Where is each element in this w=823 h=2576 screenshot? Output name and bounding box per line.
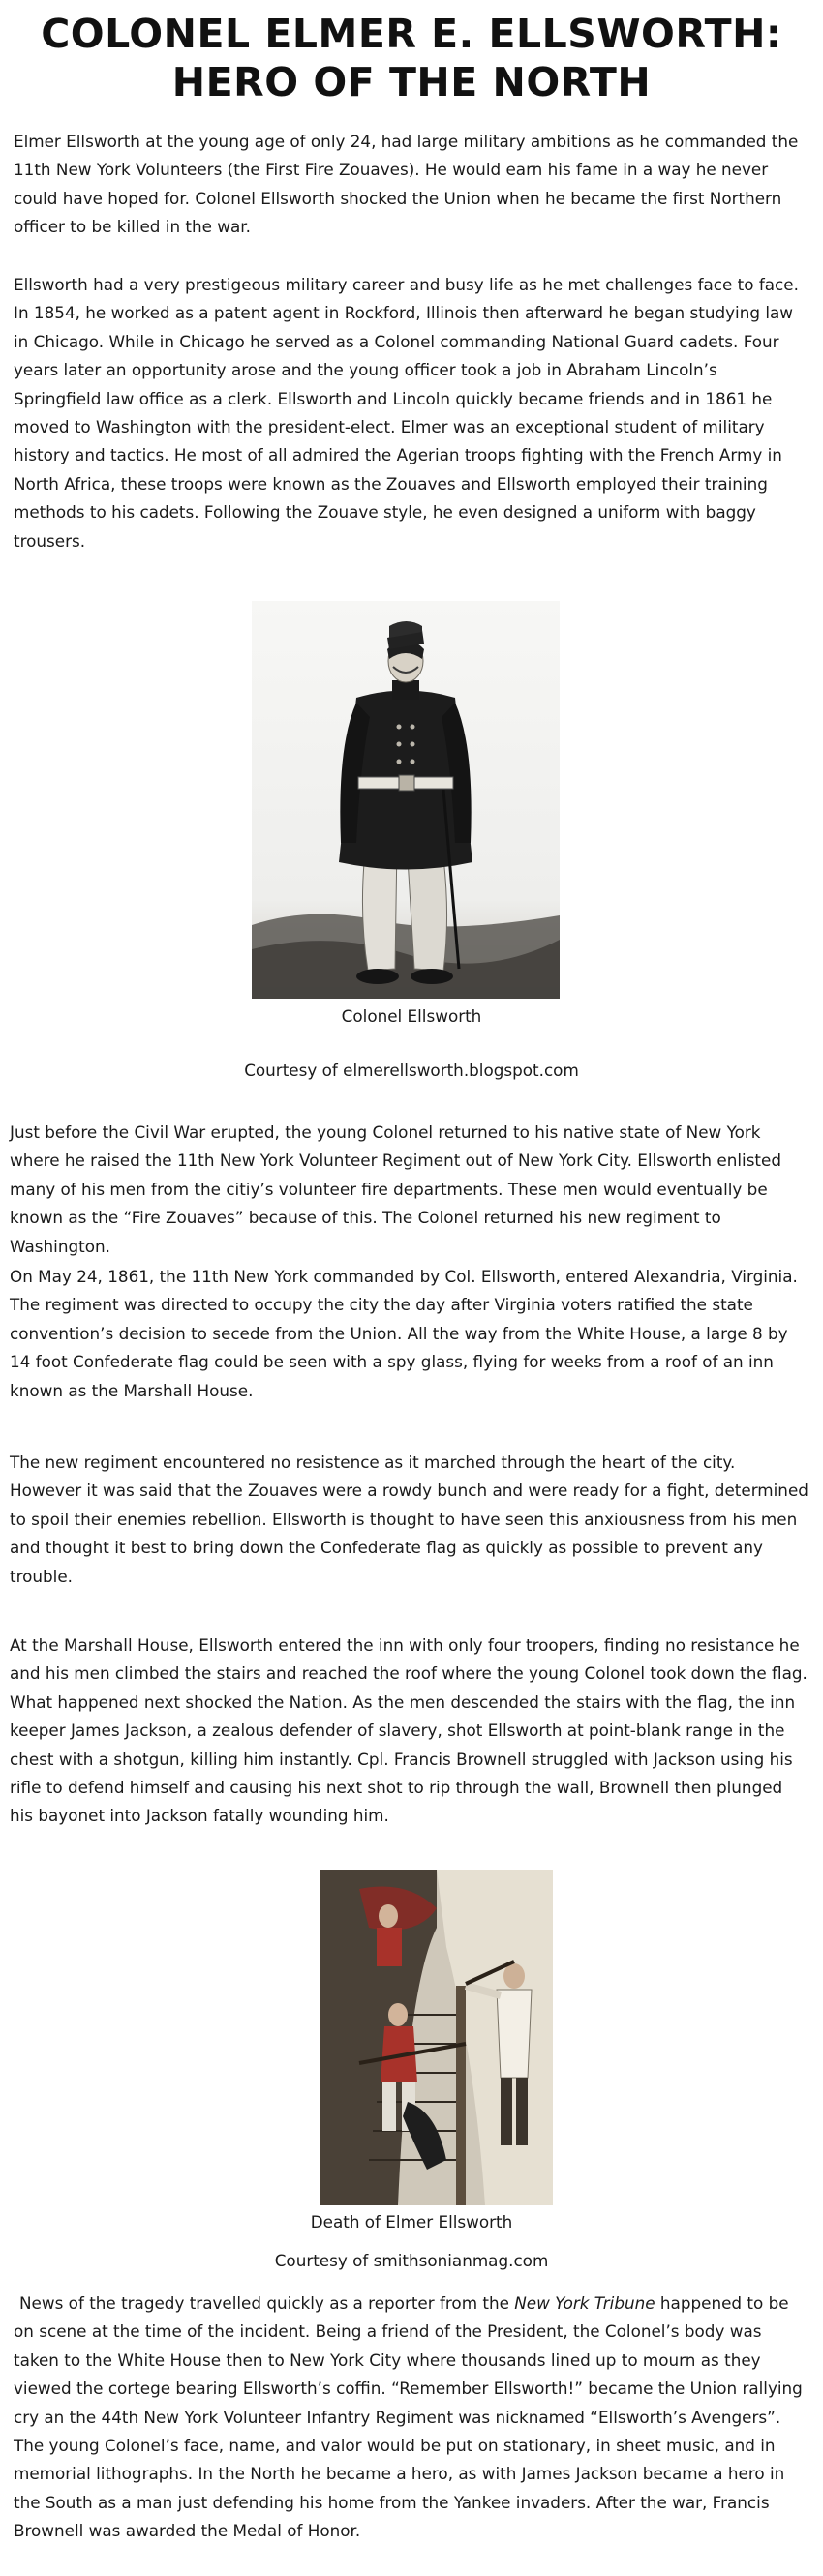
paragraph-march: The new regiment encountered no resistence as it marched through the heart of the city. However it was said that the Zouaves were a rowdy bunch and were ready for a fight, determined to spoil their enemies rebellion. Ellsworth is thought to have seen this anxiousness from his men and thought it best to bring down the Confederate flag as quickly as possible to prevent any trouble. (10, 1453, 808, 1586)
ellsworth-portrait-image (252, 601, 560, 999)
paragraph-aftermath (14, 2290, 809, 2546)
aftermath-text-before: News of the tragedy travelled quickly as a reporter from the (19, 2293, 515, 2313)
title-line-2: HERO OF THE NORTH (171, 59, 652, 105)
newspaper-name: New York Tribune (514, 2293, 655, 2313)
paragraph-career: Ellsworth had a very prestigeous military career and busy life as he met challenges face to face. In 1854, he worked as a patent agent in Rockford, Illinois then afterward he began studying law in Chicago. While in Chicago he served as a Colonel commanding National Guard cadets. Four years later an opportunity arose and the young officer took a job in Abraham Lincoln’s Springfield law office as a clerk. Ellsworth and Lincoln quickly became friends and in 1861 he moved to Washington with the president-elect. Elmer was an exceptional student of military history and tactics. He most of all admired the Agerian troops fighting with the French Army in North Africa, these troops were known as the Zouaves and Ellsworth employed their training methods to his cadets. Following the Zouave style, he even designed a uniform with baggy trousers. (14, 275, 799, 551)
title-line-1: COLONEL ELMER E. ELLSWORTH: (41, 11, 782, 57)
paragraph-alexandria: On May 24, 1861, the 11th New York commanded by Col. Ellsworth, entered Alexandria, Virginia. The regiment was directed to occupy the city the day after Virginia voters ratified the state convention’s decision to secede from the Union. All the way from the White House, a large 8 by 14 foot Confederate flag could be seen with a spy glass, flying for weeks from a roof of an inn known as the Marshall House. (10, 1267, 798, 1400)
death-scene-caption: Death of Elmer Ellsworth (310, 2212, 513, 2232)
portrait-caption: Colonel Ellsworth (341, 1006, 482, 1026)
death-scene-illustration (320, 1870, 553, 2205)
paragraph-marshall-house: At the Marshall House, Ellsworth entered the inn with only four troopers, finding no resistance he and his men climbed the stairs and reached the roof where the young Colonel took down the flag. What happened next shocked the Nation. As the men descended the stairs with the flag, the inn keeper James Jackson, a zealous defender of slavery, shot Ellsworth at point-blank range in the chest with a shotgun, killing him instantly. Cpl. Francis Brownell struggled with Jackson using his rifle to defend himself and causing his next shot to rip through the wall, Brownell then plunged his bayonet into Jackson fatally wounding him. (10, 1635, 808, 1826)
portrait-credit: Courtesy of elmerellsworth.blogspot.com (244, 1061, 579, 1080)
aftermath-text-after: happened to be on scene at the time of the incident. Being a friend of the President, the Colonel’s body was taken to the White House then to New York City where thousands lined up to mourn as they viewed the cortege bearing Ellsworth’s coffin. “Remember Ellsworth!” became the Union rallying cry an the 44th New York Volunteer Infantry Regiment was nicknamed “Ellsworth’s Avengers”. The young Colonel’s face, name, and valor would be put on stationary, in sheet music, and in memorial lithographs. In the North he became a hero, as with James Jackson became a hero in the South as a man just defending his home from the Yankee invaders. After the war, Francis Brownell was awarded the Medal of Honor. (14, 2293, 803, 2541)
page-title (0, 0, 823, 106)
death-scene-credit: Courtesy of smithsonianmag.com (274, 2251, 549, 2270)
paragraph-regiment: Just before the Civil War erupted, the young Colonel returned to his native state of New York where he raised the 11th New York Volunteer Regiment out of New York City. Ellsworth enlisted many of his men from the citiy’s volunteer fire departments. These men would eventually be known as the “Fire Zouaves” because of this. The Colonel returned his new regiment to Washington. (10, 1123, 781, 1256)
paragraph-intro: Elmer Ellsworth at the young age of only 24, had large military ambitions as he commanded the 11th New York Volunteers (the First Fire Zouaves). He would earn his fame in a way he never could have hoped for. Colonel Ellsworth shocked the Union when he became the first Northern officer to be killed in the war. (14, 132, 799, 237)
death-of-ellsworth-image (320, 1870, 553, 2205)
portrait-illustration (252, 601, 560, 999)
